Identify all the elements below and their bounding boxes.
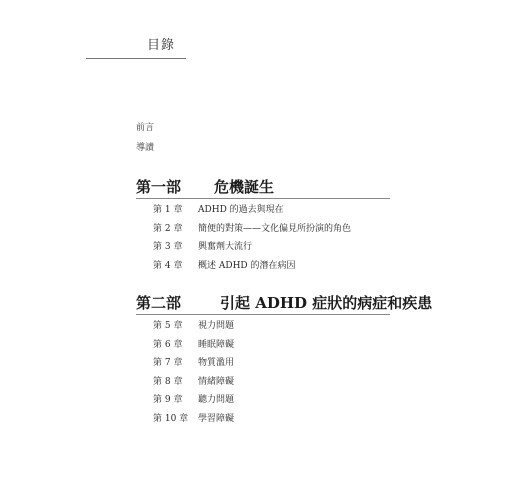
- part-rule: [136, 198, 390, 199]
- part-heading[interactable]: [136, 293, 433, 315]
- chapter-number: 第 6 章: [153, 339, 183, 350]
- chapter-title: 聽力問題: [198, 395, 235, 405]
- front-matter-preface[interactable]: 前言: [136, 123, 155, 133]
- chapter-title: 物質濫用: [198, 358, 235, 368]
- chapter-title: 情緒障礙: [198, 376, 235, 387]
- chapter-number: 第 3 章: [153, 242, 183, 252]
- chapter-number: 第 5 章: [153, 321, 183, 331]
- part-label: 第二部: [136, 294, 182, 312]
- header-rule: [86, 58, 186, 59]
- front-matter-introduction[interactable]: 導讀: [136, 143, 155, 153]
- chapter-number: 第 2 章: [153, 223, 183, 234]
- part-title: 引起 ADHD 症狀的病症和疾患: [220, 294, 433, 312]
- part-heading[interactable]: [136, 177, 390, 199]
- part-label: 第一部: [136, 178, 182, 196]
- page-title: 目錄: [147, 38, 176, 53]
- chapter-title: 視力問題: [198, 321, 235, 331]
- chapter-title: 簡便的對策——文化偏見所扮演的角色: [198, 223, 352, 234]
- chapter-title: 興奮劑大流行: [198, 242, 253, 252]
- chapter-title: 睡眠障礙: [198, 339, 235, 350]
- part-rule: [136, 314, 390, 315]
- chapter-title: 概述 ADHD 的潛在病因: [198, 260, 296, 271]
- chapter-title: 學習障礙: [198, 413, 235, 424]
- chapter-number: 第 9 章: [153, 395, 183, 405]
- chapter-number: 第 4 章: [153, 260, 183, 271]
- chapter-title: ADHD 的過去與現在: [198, 205, 284, 215]
- chapter-number: 第 7 章: [153, 358, 183, 368]
- chapter-number: 第 10 章: [153, 413, 189, 424]
- chapter-number: 第 8 章: [153, 376, 183, 387]
- part-title: 危機誕生: [214, 178, 275, 196]
- part-section-2: [136, 293, 433, 424]
- chapter-number: 第 1 章: [153, 205, 183, 215]
- part-section-1: [136, 177, 390, 271]
